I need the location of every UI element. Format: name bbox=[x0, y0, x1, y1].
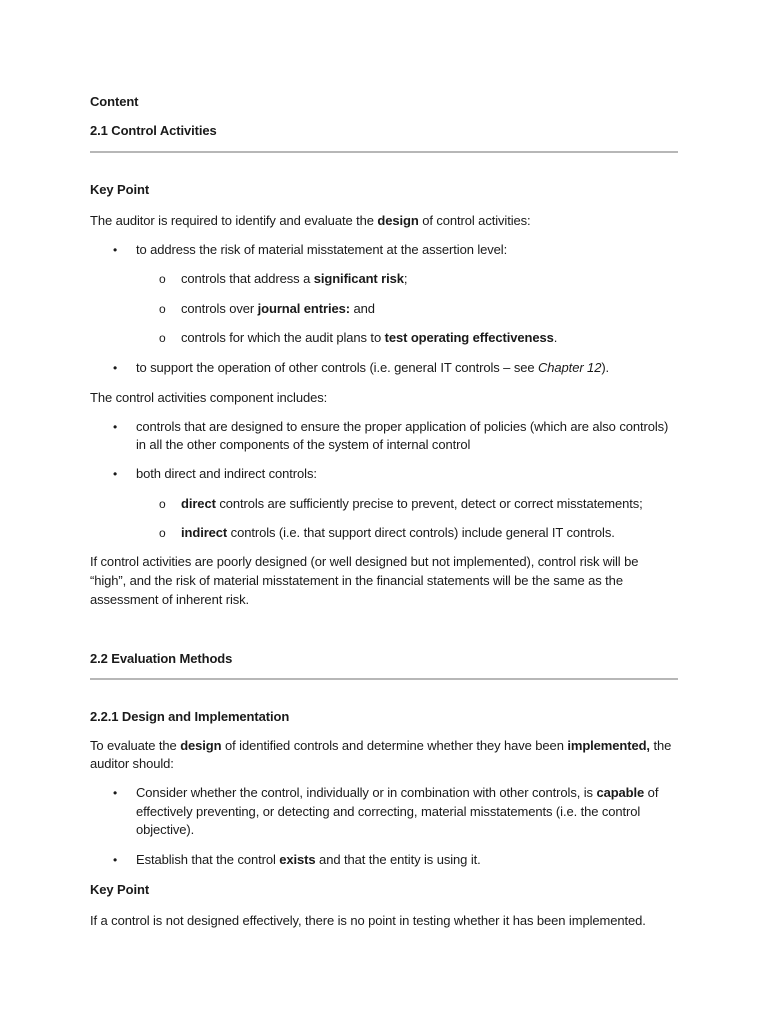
paragraph-line: “high”, and the risk of material misstatement in the financial statements will be the same as the bbox=[90, 573, 623, 588]
sub-bullet-marker: o bbox=[159, 302, 166, 316]
text-run: ). bbox=[601, 360, 610, 375]
section-divider bbox=[90, 678, 678, 680]
subsection-heading: 2.2.1 Design and Implementation bbox=[90, 709, 290, 724]
bullet-item bbox=[136, 851, 481, 869]
section-divider bbox=[90, 151, 678, 153]
sub-bullet-item bbox=[181, 495, 643, 513]
paragraph-line bbox=[90, 737, 671, 755]
bullet-marker: • bbox=[113, 361, 118, 375]
bullet-marker: • bbox=[113, 786, 118, 800]
bullet-item: both direct and indirect controls: bbox=[136, 466, 317, 481]
bullet-item-line bbox=[136, 784, 658, 802]
text-run-italic: Chapter 12 bbox=[538, 360, 602, 375]
text-run: controls over bbox=[181, 301, 258, 316]
sub-bullet-marker: o bbox=[159, 497, 166, 511]
text-run: controls that address a bbox=[181, 271, 314, 286]
bullet-item-line: controls that are designed to ensure the proper application of policies (which are also controls) bbox=[136, 419, 669, 434]
text-run: Establish that the control bbox=[136, 852, 280, 867]
content-heading: Content bbox=[90, 94, 139, 109]
paragraph-line: If control activities are poorly designed (or well designed but not implemented), control risk will be bbox=[90, 554, 639, 569]
text-run-bold: design bbox=[377, 213, 419, 228]
key-point-label: Key Point bbox=[90, 182, 150, 197]
bullet-item-line: effectively preventing, or detecting and correcting, material misstatements (i.e. the control bbox=[136, 804, 641, 819]
text-run: and bbox=[349, 301, 375, 316]
sub-bullet-item bbox=[181, 300, 375, 318]
text-run-bold: exists bbox=[279, 852, 316, 867]
bullet-marker: • bbox=[113, 467, 118, 481]
intro-paragraph bbox=[90, 212, 531, 230]
text-run: controls for which the audit plans to bbox=[181, 330, 385, 345]
text-run-bold: direct bbox=[181, 496, 216, 511]
text-run: controls (i.e. that support direct controls) include general IT controls. bbox=[227, 525, 615, 540]
text-run-bold: design bbox=[180, 738, 222, 753]
paragraph-line: assessment of inherent risk. bbox=[90, 592, 250, 607]
text-run: To evaluate the bbox=[90, 738, 181, 753]
text-run-bold: implemented, bbox=[567, 738, 650, 753]
text-run-bold: journal entries: bbox=[257, 301, 350, 316]
text-run-bold: capable bbox=[596, 785, 645, 800]
bullet-item bbox=[136, 359, 609, 377]
text-run: controls are sufficiently precise to prevent, detect or correct misstatements; bbox=[215, 496, 643, 511]
text-run: to support the operation of other controls (i.e. general IT controls – see bbox=[136, 360, 538, 375]
text-run: of bbox=[644, 785, 659, 800]
text-run-bold: test operating effectiveness bbox=[384, 330, 554, 345]
text-run: The auditor is required to identify and evaluate the bbox=[90, 213, 378, 228]
bullet-item: to address the risk of material misstatement at the assertion level: bbox=[136, 242, 508, 257]
sub-bullet-marker: o bbox=[159, 331, 166, 345]
text-run: of control activities: bbox=[418, 213, 531, 228]
sub-bullet-marker: o bbox=[159, 526, 166, 540]
section-2-2-heading: 2.2 Evaluation Methods bbox=[90, 651, 233, 666]
bullet-item-line: in all the other components of the system of internal control bbox=[136, 437, 471, 452]
text-run: the bbox=[649, 738, 672, 753]
sub-bullet-item bbox=[181, 270, 407, 288]
bullet-marker: • bbox=[113, 420, 118, 434]
key-point-label: Key Point bbox=[90, 882, 150, 897]
sub-bullet-marker: o bbox=[159, 272, 166, 286]
section-2-1-heading: 2.1 Control Activities bbox=[90, 123, 217, 138]
text-run: ; bbox=[403, 271, 408, 286]
paragraph-line: auditor should: bbox=[90, 756, 174, 771]
paragraph: The control activities component includes: bbox=[90, 390, 328, 405]
bullet-marker: • bbox=[113, 243, 118, 257]
text-run: Consider whether the control, individually or in combination with other controls, is bbox=[136, 785, 597, 800]
text-run-bold: significant risk bbox=[313, 271, 404, 286]
text-run: of identified controls and determine whether they have been bbox=[221, 738, 568, 753]
sub-bullet-item bbox=[181, 329, 557, 347]
text-run: and that the entity is using it. bbox=[315, 852, 481, 867]
key-point-text: If a control is not designed effectively, there is no point in testing whether it has been implemented. bbox=[90, 913, 646, 928]
sub-bullet-item bbox=[181, 524, 615, 542]
text-run-bold: indirect bbox=[181, 525, 228, 540]
bullet-item-line: objective). bbox=[136, 822, 195, 837]
bullet-marker: • bbox=[113, 853, 118, 867]
text-run: . bbox=[553, 330, 558, 345]
